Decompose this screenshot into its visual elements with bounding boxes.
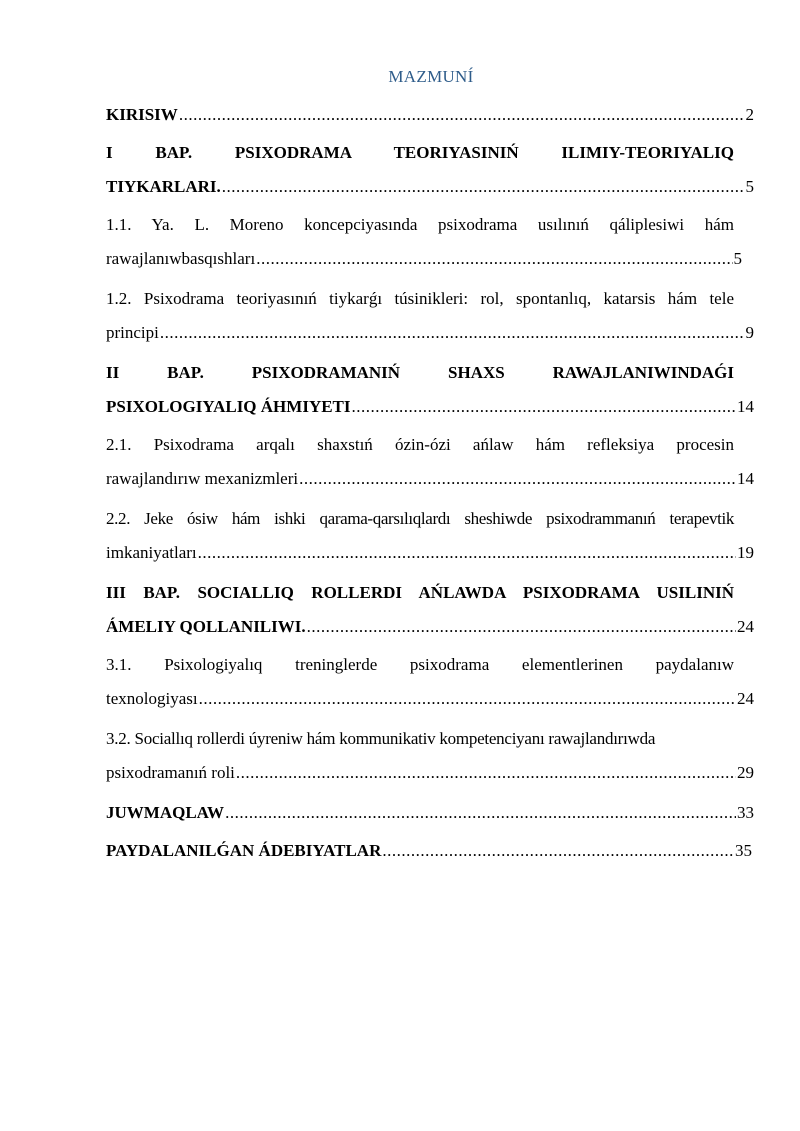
toc-page-number: 33	[737, 803, 754, 822]
toc-entry-text: I BAP. PSIXODRAMA TEORIYASINIŃ ILIMIY-TEORIYALIQ	[106, 143, 734, 162]
toc-page-number: 24	[737, 689, 754, 708]
dot-leader	[222, 170, 745, 204]
toc-entry-kirisiw[interactable]	[106, 98, 756, 132]
dot-leader	[352, 390, 736, 424]
toc-entry-section-2-1[interactable]	[106, 428, 756, 496]
toc-page-number: 14	[737, 397, 754, 416]
toc-entry-line	[106, 682, 754, 716]
toc-entry-text: rawajlanıwbasqıshları	[106, 249, 256, 268]
toc-entry-text: 1.1. Ya. L. Moreno koncepciyasında psixodrama usılınıń qáliplesiwi hám	[106, 215, 734, 234]
toc-entry-text: PSIXOLOGIYALIQ ÁHMIYETI	[106, 397, 351, 416]
dot-leader	[198, 536, 736, 570]
toc-page-number: 5	[745, 177, 754, 196]
dot-leader	[236, 756, 736, 790]
toc-page-number: 24	[737, 617, 754, 636]
toc-entry-line	[106, 462, 754, 496]
toc-entry-text: 2.2. Jeke ósiw hám ishki qarama-qarsılıqlardı sheshiwde psixodrammanıń terapevtik	[106, 509, 734, 528]
toc-entry-text: II BAP. PSIXODRAMANIŃ SHAXS RAWAJLANIWINDAǴI	[106, 363, 734, 382]
toc-entry-section-2-2[interactable]	[106, 502, 756, 570]
toc-entry-line	[106, 834, 752, 868]
dot-leader	[179, 98, 745, 132]
toc-title: MAZMUNÍ	[388, 67, 474, 86]
toc-entry-text: KIRISIW	[106, 105, 178, 124]
toc-entry-line	[106, 390, 754, 424]
toc-entry-section-3-1[interactable]	[106, 648, 756, 716]
toc-entry-text: psixodramanıń roli	[106, 763, 235, 782]
dot-leader	[160, 316, 745, 350]
toc-page-number: 9	[745, 323, 754, 342]
dot-leader	[199, 682, 736, 716]
toc-entry-text: JUWMAQLAW	[106, 803, 225, 822]
toc-entry-chapter-2[interactable]	[106, 356, 756, 424]
toc-page-number: 5	[733, 249, 742, 268]
toc-entry-line	[106, 536, 754, 570]
toc-entry-text: principi	[106, 323, 159, 342]
toc-entry-line	[106, 98, 754, 132]
toc-entry-section-1-1[interactable]	[106, 208, 756, 276]
toc-entry-line	[106, 316, 754, 350]
toc-entry-text: 3.2. Sociallıq rollerdi úyreniw hám kommunikativ kompetenciyanı rawajlandırıwda	[106, 729, 656, 748]
toc-entry-text: rawajlandırıw mexanizmleri	[106, 469, 299, 488]
dot-leader	[299, 462, 736, 496]
toc-entry-section-1-2[interactable]	[106, 282, 756, 350]
document-page	[106, 60, 756, 872]
toc-entry-text: TIYKARLARI.	[106, 177, 221, 196]
toc-entry-line	[106, 756, 754, 790]
dot-leader	[382, 834, 734, 868]
dot-leader	[307, 610, 736, 644]
toc-entry-line	[106, 796, 754, 830]
toc-entry-text: PAYDALANILǴAN ÁDEBIYATLAR	[106, 841, 382, 860]
toc-entry-text: 2.1. Psixodrama arqalı shaxstıń ózin-ózi ańlaw hám refleksiya procesin	[106, 435, 734, 454]
toc-page-number: 35	[735, 841, 752, 860]
toc-entry-line	[106, 170, 754, 204]
toc-entry-juwmaqlaw[interactable]	[106, 796, 756, 830]
toc-entry-chapter-3[interactable]	[106, 576, 756, 644]
toc-page-number: 2	[745, 105, 754, 124]
toc-page-number: 14	[737, 469, 754, 488]
toc-entry-text: texnologiyası	[106, 689, 198, 708]
toc-entry-references[interactable]	[106, 834, 756, 868]
toc-entry-text: 1.2. Psixodrama teoriyasınıń tiykarǵı túsinikleri: rol, spontanlıq, katarsis hám tele	[106, 289, 734, 308]
toc-entry-chapter-1[interactable]	[106, 136, 756, 204]
toc-page-number: 19	[737, 543, 754, 562]
toc-entry-section-3-2[interactable]	[106, 722, 756, 790]
dot-leader	[256, 242, 732, 276]
toc-entry-text: ÁMELIY QOLLANILIWI.	[106, 617, 306, 636]
toc-entry-line	[106, 242, 742, 276]
toc-entry-text: III BAP. SOCIALLIQ ROLLERDI AŃLAWDA PSIXODRAMA USILINIŃ	[106, 583, 734, 602]
toc-page-number: 29	[737, 763, 754, 782]
toc-entry-line	[106, 610, 754, 644]
toc-entry-text: 3.1. Psixologiyalıq treninglerde psixodrama elementlerinen paydalanıw	[106, 655, 734, 674]
toc-entry-text: imkaniyatları	[106, 543, 197, 562]
dot-leader	[225, 796, 736, 830]
